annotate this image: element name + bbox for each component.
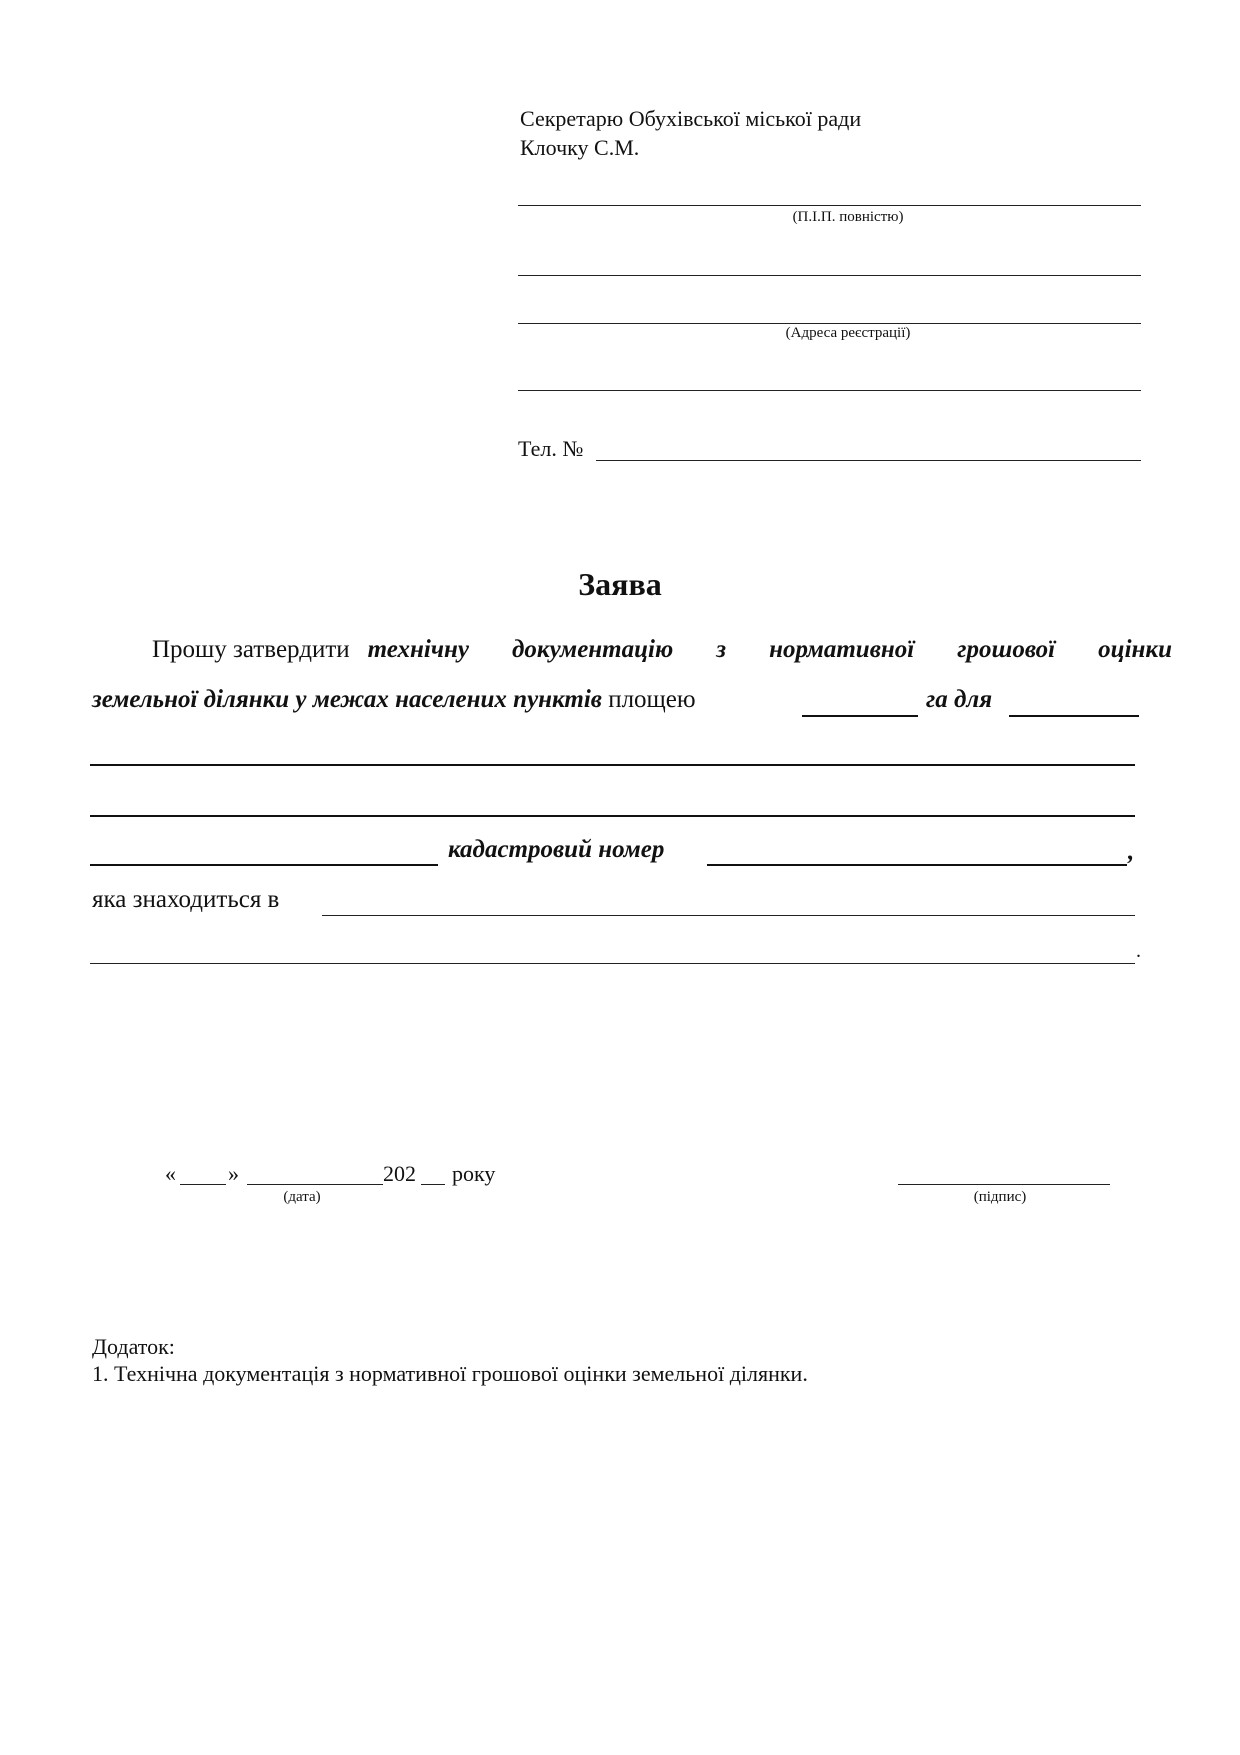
location-period: . xyxy=(1136,940,1141,962)
appendix-heading: Додаток: xyxy=(92,1334,175,1359)
date-open-quote: « xyxy=(165,1161,176,1186)
paragraph-line-2 xyxy=(92,686,696,714)
full-name-caption: (П.І.П. повністю) xyxy=(792,209,904,225)
location-field-line-1[interactable] xyxy=(322,915,1135,916)
ha-for-label: га для xyxy=(926,686,993,713)
addressee-line-2: Клочку С.М. xyxy=(520,135,640,160)
area-field[interactable] xyxy=(802,715,918,717)
emphasis-text-1: технічну документацію з нормативної грошової оцінки xyxy=(367,636,1172,663)
phone-field[interactable] xyxy=(596,460,1141,461)
area-label: площею xyxy=(608,686,696,713)
paragraph-line-1 xyxy=(152,636,1172,664)
location-label: яка знаходиться в xyxy=(92,886,280,913)
cadastral-number-field[interactable] xyxy=(707,864,1127,866)
location-field-line-2[interactable] xyxy=(90,963,1135,964)
date-year-field[interactable] xyxy=(421,1184,445,1185)
signature-field[interactable] xyxy=(898,1184,1110,1185)
intro-text: Прошу затвердити xyxy=(152,636,350,663)
signature-caption: (підпис) xyxy=(973,1189,1027,1205)
addressee-line-1: Секретарю Обухівської міської ради xyxy=(520,106,862,131)
document-title: Заява xyxy=(578,566,662,602)
address-caption: (Адреса реєстрації) xyxy=(785,325,911,341)
address-field-line-2[interactable] xyxy=(518,323,1141,324)
date-day-field[interactable] xyxy=(180,1184,226,1185)
purpose-field[interactable] xyxy=(1009,715,1139,717)
cadastral-comma: , xyxy=(1128,838,1135,865)
date-caption: (дата) xyxy=(283,1189,321,1205)
phone-label: Тел. № xyxy=(518,436,584,461)
date-close-quote: » xyxy=(228,1161,239,1186)
address-field-line-3[interactable] xyxy=(518,390,1141,391)
appendix-item: 1. Технічна документація з нормативної грошової оцінки земельної ділянки. xyxy=(92,1361,808,1386)
emphasis-text-2: земельної ділянки у межах населених пунктів xyxy=(92,686,602,713)
cadastral-label: кадастровий номер xyxy=(448,836,665,863)
year-suffix: року xyxy=(452,1161,496,1186)
date-month-field[interactable] xyxy=(247,1184,383,1185)
purpose-field-line-3[interactable] xyxy=(90,815,1135,817)
full-name-field[interactable] xyxy=(518,205,1141,206)
purpose-field-line-2[interactable] xyxy=(90,764,1135,766)
address-field-line-1[interactable] xyxy=(518,275,1141,276)
year-prefix: 202 xyxy=(383,1161,416,1186)
purpose-field-line-4[interactable] xyxy=(90,864,438,866)
